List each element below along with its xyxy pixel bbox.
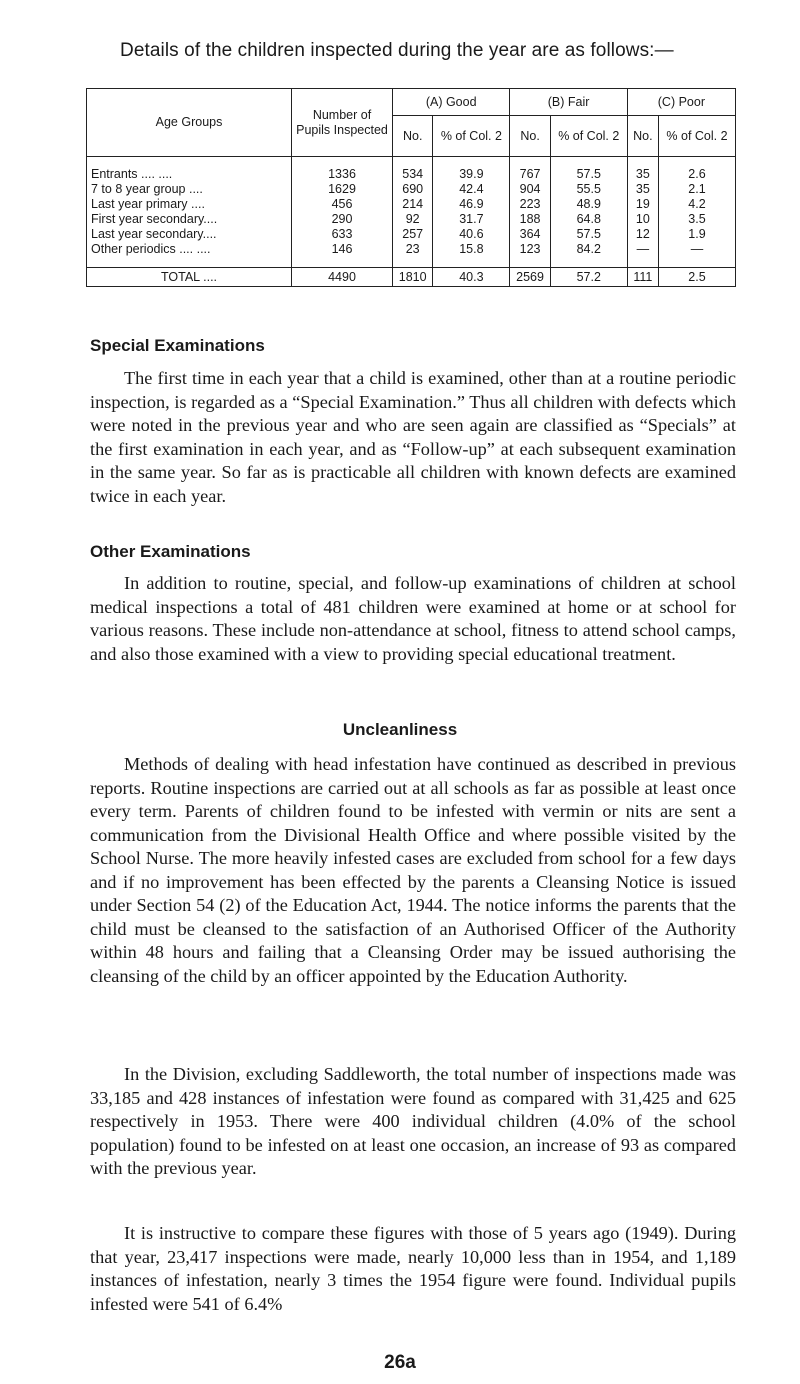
row-inspected: 1336	[292, 157, 393, 183]
row-poor-no: 10	[627, 212, 658, 227]
row-good-no: 257	[393, 227, 433, 242]
row-good-no: 23	[393, 242, 433, 268]
header-age-groups: Age Groups	[87, 89, 292, 157]
total-label: TOTAL ....	[87, 268, 292, 287]
total-fair-pct: 57.2	[550, 268, 627, 287]
intro-line: Details of the children inspected during the year are as follows:—	[120, 40, 674, 61]
row-poor-pct: 4.2	[658, 197, 735, 212]
row-good-pct: 42.4	[433, 182, 510, 197]
header-good-pct: % of Col. 2	[433, 116, 510, 157]
row-age-group: First year secondary....	[87, 212, 292, 227]
header-number-inspected: Number of Pupils Inspected	[292, 89, 393, 157]
paragraph-other-examinations: In addition to routine, special, and follow-up examinations of children at school medical inspections a total of 481 children were examined at home or at school for various reasons. These include non-attendance at school, fitness to attend school camps, and also those examined with a view to providing special educational treatment.	[90, 573, 736, 664]
paragraph-uncleanliness-1: Methods of dealing with head infestation have continued as described in previous reports. Routine inspections are carried out at all schools as far as possible at least once every term. Parents of children found to be infested with vermin or nits are sent a communication from the Divisional Health Office and where possible visited by the School Nurse. The more heavily infested cases are excluded from school for a few days and if no improvement has been effected by the parents a Cleansing Notice is issued under Section 54 (2) of the Education Act, 1944. The notice informs the parents that the child must be cleansed to the satisfaction of an Authorised Officer of the Authority within 48 hours and failing that a Cleansing Order may be issued authorising the cleansing of the child by an officer appointed by the Education Authority.	[90, 754, 736, 986]
row-good-pct: 39.9	[433, 157, 510, 183]
paragraph-uncleanliness-3: It is instructive to compare these figures with those of 5 years ago (1949). During that year, 23,417 inspections were made, nearly 10,000 less than in 1954, and 1,189 instances of infestation, nearly 3 times the 1954 figure were found. Individual pupils infested were 541 of 6.4%	[90, 1223, 736, 1314]
page-number: 26a	[384, 1352, 416, 1373]
row-fair-no: 767	[510, 157, 550, 183]
row-fair-pct: 57.5	[550, 157, 627, 183]
row-poor-no: 35	[627, 182, 658, 197]
table-row	[87, 227, 736, 242]
heading-other-examinations: Other Examinations	[90, 542, 251, 561]
row-poor-pct: 1.9	[658, 227, 735, 242]
row-age-group: Last year primary ....	[87, 197, 292, 212]
header-good: (A) Good	[393, 89, 510, 116]
row-good-no: 92	[393, 212, 433, 227]
row-good-no: 690	[393, 182, 433, 197]
row-poor-pct: 2.6	[658, 157, 735, 183]
row-fair-pct: 84.2	[550, 242, 627, 268]
table-total-row	[87, 268, 736, 287]
row-poor-pct: 2.1	[658, 182, 735, 197]
row-good-pct: 15.8	[433, 242, 510, 268]
row-fair-no: 188	[510, 212, 550, 227]
paragraph-uncleanliness-2: In the Division, excluding Saddleworth, the total number of inspections made was 33,185 and 428 instances of infestation were found as compared with 31,425 and 625 respectively in 1953. There were 400 individual children (4.0% of the school population) found to be infested on at least one occasion, an increase of 93 as compared with the previous year.	[90, 1064, 736, 1178]
heading-uncleanliness: Uncleanliness	[342, 720, 458, 739]
row-good-no: 214	[393, 197, 433, 212]
row-fair-pct: 55.5	[550, 182, 627, 197]
row-age-group: Last year secondary....	[87, 227, 292, 242]
row-age-group: 7 to 8 year group ....	[87, 182, 292, 197]
row-age-group: Entrants .... ....	[87, 157, 292, 183]
row-fair-no: 123	[510, 242, 550, 268]
header-poor-no: No.	[627, 116, 658, 157]
row-good-pct: 31.7	[433, 212, 510, 227]
row-good-pct: 40.6	[433, 227, 510, 242]
total-fair-no: 2569	[510, 268, 550, 287]
row-poor-pct: 3.5	[658, 212, 735, 227]
paragraph-special-examinations: The first time in each year that a child is examined, other than at a routine periodic inspection, is regarded as a “Special Examination.” Thus all children with defects which were noted in the previous year and who are seen again are classified as “Specials” at the first examination in each year, and as “Follow-up” at each subsequent examination in the same year. So far as is practicable all children with known defects are examined twice in each year.	[90, 368, 736, 506]
total-poor-no: 111	[627, 268, 658, 287]
row-poor-no: 19	[627, 197, 658, 212]
header-poor-pct: % of Col. 2	[658, 116, 735, 157]
table-row	[87, 157, 736, 183]
header-fair-pct: % of Col. 2	[550, 116, 627, 157]
total-inspected: 4490	[292, 268, 393, 287]
row-inspected: 146	[292, 242, 393, 268]
row-fair-no: 223	[510, 197, 550, 212]
total-good-pct: 40.3	[433, 268, 510, 287]
table-row	[87, 197, 736, 212]
row-good-no: 534	[393, 157, 433, 183]
header-fair-no: No.	[510, 116, 550, 157]
table-row	[87, 212, 736, 227]
row-fair-no: 904	[510, 182, 550, 197]
row-poor-no: —	[627, 242, 658, 268]
row-good-pct: 46.9	[433, 197, 510, 212]
row-fair-pct: 57.5	[550, 227, 627, 242]
row-fair-pct: 64.8	[550, 212, 627, 227]
row-poor-no: 12	[627, 227, 658, 242]
header-poor: (C) Poor	[627, 89, 735, 116]
row-inspected: 456	[292, 197, 393, 212]
row-fair-no: 364	[510, 227, 550, 242]
row-fair-pct: 48.9	[550, 197, 627, 212]
table-row	[87, 242, 736, 268]
row-inspected: 290	[292, 212, 393, 227]
heading-special-examinations: Special Examinations	[90, 336, 265, 355]
row-inspected: 1629	[292, 182, 393, 197]
inspection-table	[86, 88, 736, 287]
total-good-no: 1810	[393, 268, 433, 287]
row-age-group: Other periodics .... ....	[87, 242, 292, 268]
table-row	[87, 182, 736, 197]
header-fair: (B) Fair	[510, 89, 627, 116]
row-inspected: 633	[292, 227, 393, 242]
total-poor-pct: 2.5	[658, 268, 735, 287]
header-good-no: No.	[393, 116, 433, 157]
row-poor-pct: —	[658, 242, 735, 268]
row-poor-no: 35	[627, 157, 658, 183]
